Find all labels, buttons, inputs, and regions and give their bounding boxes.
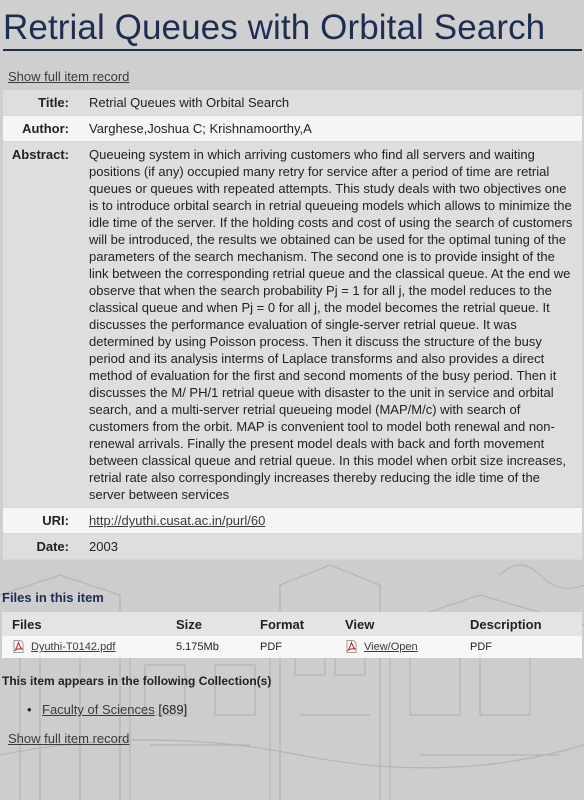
pdf-icon bbox=[12, 640, 25, 653]
column-header-format: Format bbox=[250, 612, 335, 636]
metadata-row-title bbox=[3, 90, 582, 116]
column-header-files: Files bbox=[2, 612, 166, 636]
pdf-icon bbox=[345, 640, 358, 653]
list-item bbox=[42, 702, 187, 717]
metadata-value-author: Varghese,Joshua C; Krishnamoorthy,A bbox=[89, 116, 582, 142]
files-header-row bbox=[2, 612, 582, 636]
show-full-record-link-top[interactable]: Show full item record bbox=[8, 69, 130, 84]
metadata-value-date: 2003 bbox=[89, 534, 582, 560]
files-section-heading: Files in this item bbox=[2, 590, 104, 605]
column-header-view: View bbox=[335, 612, 460, 636]
view-open-link[interactable]: View/Open bbox=[364, 641, 418, 653]
title-divider bbox=[3, 49, 582, 51]
metadata-value-abstract: Queueing system in which arriving customers who find all servers and waiting positions (if any) occupied many retry for service after a period of time are retrial queues or queues with repeated attempts. This study deals with two objectives one is to introduce orbital search in retrial queueing models which allows to minimize the idle time of the server. If the holding costs and cost of using the search of customers will be introduced, the results we obtained can be used for the optimal tuning of the parameters of the search mechanism. The second one is to provide insight of the link between the corresponding retrial queue and the classical queue. At the end we observe that when the search probability Pj = 1 for all j, the model reduces to the classical queue and when Pj = 0 for all j, the model becomes the retrial queue. It discusses the performance evaluation of single-server retrial queue. It was determined by using Poisson process. Then it discuss the structure of the busy period and its analysis interms of Laplace transforms and also provides a direct method of evaluation for the first and second moments of the busy period. Then it discusses the M/ PH/1 retrial queue with disaster to the unit in service and orbital search, and a multi-server retrial queueing model (MAP/M/c) with search of customers from the orbit. MAP is convenient tool to model both renewal and non-renewal arrivals. Finally the present model deals with back and forth movement between classical queue and retrial queue. In this model when orbit size increases, retrial rate also correspondingly increases thereby reducing the idle time of the server between services bbox=[89, 142, 582, 508]
file-format: PDF bbox=[250, 636, 335, 658]
metadata-row-abstract bbox=[3, 142, 582, 508]
metadata-label: Title: bbox=[3, 90, 89, 116]
collection-count: [689] bbox=[158, 702, 188, 717]
column-header-size: Size bbox=[166, 612, 250, 636]
metadata-label: URI: bbox=[3, 508, 89, 534]
metadata-label: Abstract: bbox=[3, 142, 89, 508]
file-row bbox=[2, 636, 582, 658]
metadata-row-date bbox=[3, 534, 582, 560]
metadata-row-author bbox=[3, 116, 582, 142]
collection-link[interactable]: Faculty of Sciences bbox=[42, 702, 155, 717]
metadata-row-uri bbox=[3, 508, 582, 534]
files-table bbox=[2, 612, 582, 658]
metadata-table bbox=[3, 90, 582, 560]
file-link[interactable]: Dyuthi-T0142.pdf bbox=[31, 641, 116, 653]
show-full-record-link-bottom[interactable]: Show full item record bbox=[8, 731, 130, 746]
file-description: PDF bbox=[460, 636, 582, 658]
metadata-value-title: Retrial Queues with Orbital Search bbox=[89, 90, 582, 116]
collections-heading: This item appears in the following Collection(s) bbox=[2, 674, 272, 688]
page-title: Retrial Queues with Orbital Search bbox=[3, 8, 546, 47]
file-size: 5.175Mb bbox=[166, 636, 250, 658]
metadata-label: Author: bbox=[3, 116, 89, 142]
metadata-label: Date: bbox=[3, 534, 89, 560]
uri-link[interactable]: http://dyuthi.cusat.ac.in/purl/60 bbox=[89, 513, 266, 528]
collections-list bbox=[42, 702, 187, 717]
column-header-description: Description bbox=[460, 612, 582, 636]
